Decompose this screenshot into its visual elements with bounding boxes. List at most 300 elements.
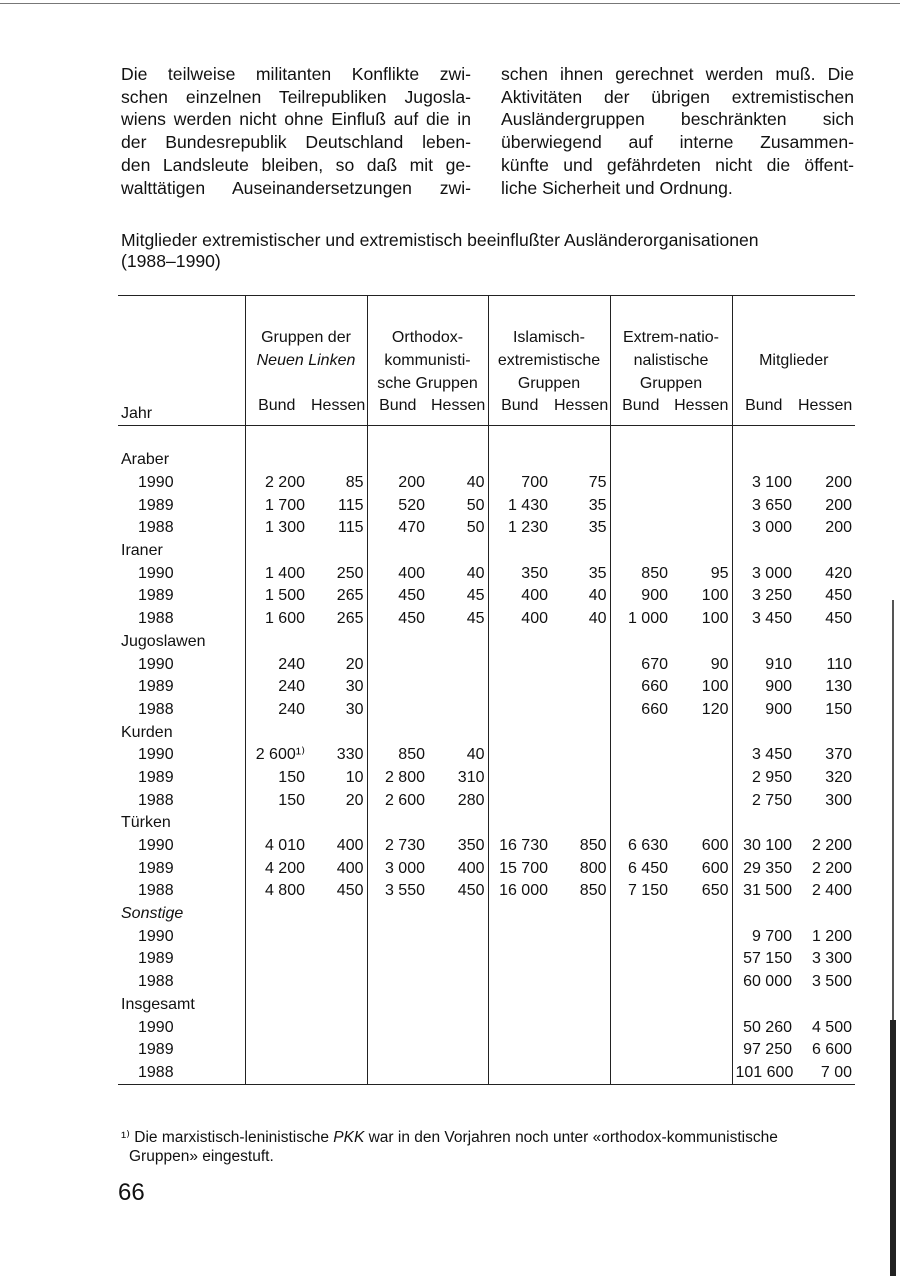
value-cell — [551, 653, 610, 676]
year-cell: 1988 — [138, 791, 174, 809]
year-cell: 1988 — [138, 973, 174, 991]
group-header-islamisch: Islamisch- extremistische Gruppen — [488, 326, 610, 395]
value-cell: 150 — [245, 789, 308, 812]
value-cell: 670 — [610, 653, 671, 676]
value-cell — [671, 767, 732, 790]
value-cell — [245, 948, 308, 971]
text-line: wiens werden nicht ohne Einfluß auf die in — [121, 109, 471, 130]
value-cell: 45 — [466, 610, 485, 628]
value-cell: 35 — [588, 519, 607, 537]
value-cell — [428, 948, 488, 971]
value-cell: 2 200 — [811, 837, 852, 855]
group-header-neue-linke: Gruppen der Neuen Linken — [245, 326, 367, 395]
value-cell: 40 — [466, 564, 485, 582]
text-line: überwiegend auf interne Zusammen- — [501, 132, 854, 153]
value-cell — [488, 744, 551, 767]
value-cell: 200 — [825, 519, 852, 537]
value-cell: 200 — [367, 472, 428, 495]
footnote-marker: ¹⁾ — [121, 1129, 130, 1146]
value-cell — [671, 1062, 732, 1085]
body-text-right — [501, 63, 854, 199]
value-cell: 4 010 — [245, 835, 308, 858]
value-cell: 150 — [245, 767, 308, 790]
value-cell — [308, 971, 367, 994]
value-cell — [671, 948, 732, 971]
text-line: schen einzelnen Teilrepubliken Jugosla- — [121, 86, 471, 107]
bund-label: Bund — [610, 395, 671, 417]
value-cell: 660 — [610, 699, 671, 722]
year-cell: 1990 — [138, 655, 174, 673]
value-cell: 7 150 — [610, 880, 671, 903]
value-cell: 20 — [345, 655, 364, 673]
value-cell: 400 — [367, 562, 428, 585]
value-cell — [488, 767, 551, 790]
value-cell — [610, 1062, 671, 1085]
footnote-line-2: Gruppen» eingestuft. — [129, 1148, 274, 1165]
value-cell — [428, 676, 488, 699]
value-cell: 200 — [825, 474, 852, 492]
value-cell — [367, 1016, 428, 1039]
value-cell: 450 — [367, 608, 428, 631]
value-cell: 9 700 — [732, 925, 795, 948]
value-cell — [428, 971, 488, 994]
table-row — [118, 948, 855, 971]
value-cell: 130 — [825, 678, 852, 696]
value-cell — [610, 1039, 671, 1062]
group-label: Türken — [121, 814, 171, 832]
value-cell — [551, 699, 610, 722]
value-cell: 35 — [588, 564, 607, 582]
value-cell: 600 — [701, 837, 729, 855]
value-cell: 800 — [579, 859, 607, 877]
value-cell: 2 750 — [732, 789, 795, 812]
table-row — [118, 608, 855, 631]
value-cell: 450 — [825, 610, 852, 628]
group-row — [118, 449, 855, 472]
value-cell: 900 — [610, 585, 671, 608]
value-cell: 2 400 — [811, 882, 852, 900]
value-cell — [610, 767, 671, 790]
header-top-row — [118, 296, 855, 327]
group-header-row — [118, 326, 855, 395]
year-cell: 1990 — [138, 474, 174, 492]
caption-line-2: (1988–1990) — [121, 251, 221, 271]
value-cell: 1 200 — [811, 927, 852, 945]
value-cell: 120 — [701, 700, 729, 718]
table-row — [118, 494, 855, 517]
value-cell — [245, 1039, 308, 1062]
year-cell: 1990 — [138, 1018, 174, 1036]
value-cell — [551, 767, 610, 790]
year-cell: 1990 — [138, 564, 174, 582]
value-cell: 400 — [336, 859, 364, 877]
page-number: 66 — [118, 1179, 145, 1206]
year-cell: 1988 — [118, 1062, 245, 1085]
table-row — [118, 835, 855, 858]
value-cell: 850 — [610, 562, 671, 585]
value-cell — [367, 948, 428, 971]
value-cell — [428, 1062, 488, 1085]
value-cell: 900 — [732, 699, 795, 722]
value-cell: 1 300 — [245, 517, 308, 540]
group-row — [118, 903, 855, 926]
value-cell — [551, 971, 610, 994]
value-cell — [245, 1062, 308, 1085]
value-cell — [551, 744, 610, 767]
value-cell: 6 450 — [610, 857, 671, 880]
group-row — [118, 994, 855, 1017]
value-cell: 310 — [457, 768, 485, 786]
value-cell: 240 — [245, 676, 308, 699]
subheader-row — [118, 395, 855, 417]
table-row — [118, 1062, 855, 1085]
value-cell: 2 800 — [367, 767, 428, 790]
year-cell: 1989 — [138, 678, 174, 696]
text-line: Die teilweise militanten Konflikte zwi- — [121, 64, 471, 84]
group-row — [118, 540, 855, 563]
hessen-label: Hessen — [798, 397, 853, 414]
value-cell: 3 000 — [732, 517, 795, 540]
group-header-orthodox: Orthodox- kommunisti- sche Gruppen — [367, 326, 488, 395]
year-cell: 1988 — [138, 882, 174, 900]
value-cell: 1 600 — [245, 608, 308, 631]
value-cell: 850 — [367, 744, 428, 767]
value-cell: 1 000 — [610, 608, 671, 631]
group-header-mitglieder: Mitglieder — [732, 326, 855, 395]
value-cell: 85 — [345, 474, 364, 492]
value-cell: 3 500 — [811, 973, 852, 991]
value-cell: 2 730 — [367, 835, 428, 858]
value-cell — [610, 1016, 671, 1039]
value-cell — [488, 653, 551, 676]
value-cell: 50 260 — [732, 1016, 795, 1039]
value-cell — [671, 1016, 732, 1039]
value-cell — [551, 948, 610, 971]
year-cell: 1988 — [138, 519, 174, 537]
value-cell: 450 — [825, 587, 852, 605]
value-cell: 470 — [367, 517, 428, 540]
scan-edge — [892, 600, 894, 1020]
value-cell: 4 500 — [811, 1018, 852, 1036]
value-cell: 60 000 — [732, 971, 795, 994]
value-cell — [551, 676, 610, 699]
value-cell: 660 — [610, 676, 671, 699]
value-cell: 330 — [336, 746, 364, 764]
value-cell: 4 800 — [245, 880, 308, 903]
value-cell — [610, 494, 671, 517]
value-cell: 35 — [588, 496, 607, 514]
value-cell: 31 500 — [732, 880, 795, 903]
value-cell: 115 — [337, 519, 364, 537]
year-cell: 1989 — [138, 587, 174, 605]
value-cell — [308, 948, 367, 971]
value-cell: 280 — [457, 791, 485, 809]
text-line: Ausländergruppen beschränkten sich — [501, 109, 854, 130]
value-cell: 250 — [336, 564, 364, 582]
bund-label: Bund — [245, 395, 308, 417]
value-cell: 30 100 — [732, 835, 795, 858]
value-cell — [488, 1062, 551, 1085]
value-cell: 400 — [488, 585, 551, 608]
value-cell — [610, 744, 671, 767]
table-row — [118, 880, 855, 903]
value-cell: 40 — [466, 746, 485, 764]
value-cell: 3 550 — [367, 880, 428, 903]
value-cell — [367, 676, 428, 699]
value-cell: 97 250 — [732, 1039, 795, 1062]
value-cell: 3 450 — [732, 744, 795, 767]
value-cell: 57 150 — [732, 948, 795, 971]
value-cell: 265 — [336, 610, 364, 628]
year-cell: 1989 — [138, 768, 174, 786]
value-cell: 150 — [825, 700, 852, 718]
value-cell: 16 000 — [488, 880, 551, 903]
table-row — [118, 857, 855, 880]
table-row — [118, 676, 855, 699]
table-row — [118, 699, 855, 722]
value-cell: 7 00 — [795, 1062, 855, 1085]
value-cell: 240 — [245, 653, 308, 676]
value-cell: 400 — [488, 608, 551, 631]
value-cell: 850 — [579, 837, 607, 855]
hessen-label: Hessen — [554, 397, 609, 414]
table-row — [118, 562, 855, 585]
jahr-label: Jahr — [118, 395, 245, 426]
value-cell — [551, 789, 610, 812]
value-cell: 1 430 — [488, 494, 551, 517]
table-row — [118, 1039, 855, 1062]
value-cell — [428, 1016, 488, 1039]
value-cell: 600 — [701, 859, 729, 877]
year-cell: 1988 — [138, 610, 174, 628]
value-cell — [428, 925, 488, 948]
value-cell: 3 250 — [732, 585, 795, 608]
value-cell — [488, 971, 551, 994]
table-row — [118, 1016, 855, 1039]
value-cell — [488, 699, 551, 722]
group-label: Sonstige — [121, 905, 184, 923]
value-cell — [428, 699, 488, 722]
text-line: künfte und gefährdeten nicht die öffent- — [501, 154, 854, 175]
value-cell — [367, 1039, 428, 1062]
group-row — [118, 812, 855, 835]
value-cell — [308, 925, 367, 948]
text-line: der Bundesrepublik Deutschland leben- — [121, 132, 471, 153]
value-cell: 29 350 — [732, 857, 795, 880]
value-cell: 450 — [367, 585, 428, 608]
scan-edge-dark — [890, 1020, 896, 1276]
value-cell: 101 600 — [732, 1062, 795, 1085]
value-cell: 650 — [701, 882, 729, 900]
bund-label: Bund — [367, 395, 428, 417]
value-cell: 2 200 — [811, 859, 852, 877]
value-cell — [308, 1016, 367, 1039]
value-cell — [551, 1039, 610, 1062]
value-cell: 400 — [336, 837, 364, 855]
value-cell — [488, 1016, 551, 1039]
value-cell: 40 — [466, 474, 485, 492]
value-cell: 45 — [466, 587, 485, 605]
value-cell — [610, 948, 671, 971]
table-row — [118, 789, 855, 812]
top-rule — [0, 3, 900, 4]
value-cell — [671, 789, 732, 812]
text-line: liche Sicherheit und Ordnung. — [501, 177, 733, 198]
members-table — [118, 295, 855, 1085]
value-cell — [610, 472, 671, 495]
value-cell: 40 — [588, 587, 607, 605]
text-line: walttätigen Auseinandersetzungen zwi- — [121, 177, 471, 198]
value-cell: 300 — [825, 791, 852, 809]
year-cell: 1989 — [138, 859, 174, 877]
value-cell — [428, 653, 488, 676]
footnote-text-1: Die marxistisch-leninistische — [134, 1129, 334, 1146]
table-row — [118, 767, 855, 790]
value-cell: 50 — [466, 519, 485, 537]
value-cell: 900 — [732, 676, 795, 699]
value-cell — [551, 1062, 610, 1085]
value-cell — [367, 653, 428, 676]
year-cell: 1990 — [138, 927, 174, 945]
value-cell: 1 400 — [245, 562, 308, 585]
value-cell: 100 — [701, 587, 729, 605]
table-row — [118, 585, 855, 608]
value-cell: 2 600¹⁾ — [245, 744, 308, 767]
hessen-label: Hessen — [674, 397, 729, 414]
value-cell — [308, 1062, 367, 1085]
hessen-label: Hessen — [311, 397, 366, 414]
value-cell — [367, 1062, 428, 1085]
value-cell: 110 — [826, 655, 852, 673]
value-cell — [367, 699, 428, 722]
value-cell: 2 200 — [245, 472, 308, 495]
year-cell: 1990 — [138, 746, 174, 764]
value-cell — [488, 948, 551, 971]
value-cell: 1 500 — [245, 585, 308, 608]
value-cell — [671, 494, 732, 517]
value-cell: 1 230 — [488, 517, 551, 540]
value-cell: 350 — [457, 837, 485, 855]
value-cell: 90 — [710, 655, 729, 673]
value-cell — [671, 971, 732, 994]
value-cell — [610, 925, 671, 948]
value-cell: 30 — [345, 678, 364, 696]
value-cell: 4 200 — [245, 857, 308, 880]
value-cell: 3 100 — [732, 472, 795, 495]
value-cell: 40 — [588, 610, 607, 628]
value-cell: 30 — [345, 700, 364, 718]
value-cell — [488, 925, 551, 948]
table-row — [118, 653, 855, 676]
body-text-left — [121, 63, 471, 199]
group-row — [118, 721, 855, 744]
value-cell: 10 — [345, 768, 364, 786]
value-cell: 95 — [710, 564, 729, 582]
footnote-text-2: war in den Vorjahren noch unter «orthodox-kommunistische — [364, 1129, 778, 1146]
value-cell: 350 — [488, 562, 551, 585]
value-cell: 2 950 — [732, 767, 795, 790]
value-cell — [488, 676, 551, 699]
text-line: schen ihnen gerechnet werden muß. Die — [501, 64, 854, 84]
value-cell: 450 — [336, 882, 364, 900]
value-cell: 450 — [457, 882, 485, 900]
value-cell: 3 000 — [732, 562, 795, 585]
bund-label: Bund — [732, 395, 795, 417]
value-cell: 75 — [588, 474, 607, 492]
value-cell: 3 300 — [811, 950, 852, 968]
table-row — [118, 472, 855, 495]
value-cell: 320 — [825, 768, 852, 786]
year-cell: 1990 — [138, 837, 174, 855]
group-label: Araber — [121, 451, 170, 469]
value-cell: 2 600 — [367, 789, 428, 812]
value-cell — [367, 971, 428, 994]
group-label: Jugoslawen — [121, 632, 206, 650]
value-cell — [610, 517, 671, 540]
value-cell: 265 — [336, 587, 364, 605]
group-label: Insgesamt — [121, 995, 195, 1013]
value-cell: 15 700 — [488, 857, 551, 880]
value-cell — [610, 971, 671, 994]
value-cell — [610, 789, 671, 812]
value-cell — [671, 925, 732, 948]
value-cell: 100 — [701, 610, 729, 628]
value-cell — [551, 1016, 610, 1039]
value-cell: 200 — [825, 496, 852, 514]
value-cell — [671, 472, 732, 495]
value-cell — [245, 1016, 308, 1039]
value-cell: 115 — [337, 496, 364, 514]
year-cell: 1989 — [138, 1041, 174, 1059]
footnote — [121, 1128, 861, 1166]
value-cell: 520 — [367, 494, 428, 517]
value-cell: 1 700 — [245, 494, 308, 517]
value-cell: 850 — [579, 882, 607, 900]
text-line: Aktivitäten der übrigen extremistischen — [501, 86, 854, 107]
value-cell: 240 — [245, 699, 308, 722]
value-cell: 100 — [701, 678, 729, 696]
footnote-italic: PKK — [333, 1129, 365, 1146]
value-cell: 700 — [488, 472, 551, 495]
table-row — [118, 925, 855, 948]
value-cell: 3 000 — [367, 857, 428, 880]
value-cell — [488, 1039, 551, 1062]
caption-line-1: Mitglieder extremistischer und extremistisch beeinflußter Ausländerorganisationen — [121, 230, 759, 250]
value-cell: 3 450 — [732, 608, 795, 631]
value-cell — [428, 1039, 488, 1062]
value-cell — [245, 925, 308, 948]
value-cell — [367, 925, 428, 948]
value-cell: 6 600 — [811, 1041, 852, 1059]
value-cell — [245, 971, 308, 994]
value-cell: 6 630 — [610, 835, 671, 858]
table-row — [118, 971, 855, 994]
year-cell: 1989 — [138, 950, 174, 968]
value-cell — [308, 1039, 367, 1062]
year-cell: 1989 — [138, 496, 174, 514]
value-cell — [671, 1039, 732, 1062]
value-cell: 420 — [825, 564, 852, 582]
value-cell: 370 — [825, 746, 852, 764]
value-cell: 3 650 — [732, 494, 795, 517]
group-label: Kurden — [121, 723, 173, 741]
value-cell: 16 730 — [488, 835, 551, 858]
value-cell: 400 — [457, 859, 485, 877]
text-line: den Landsleute bleiben, so daß mit ge- — [121, 154, 471, 175]
value-cell — [671, 517, 732, 540]
value-cell — [488, 789, 551, 812]
year-cell: 1988 — [138, 700, 174, 718]
